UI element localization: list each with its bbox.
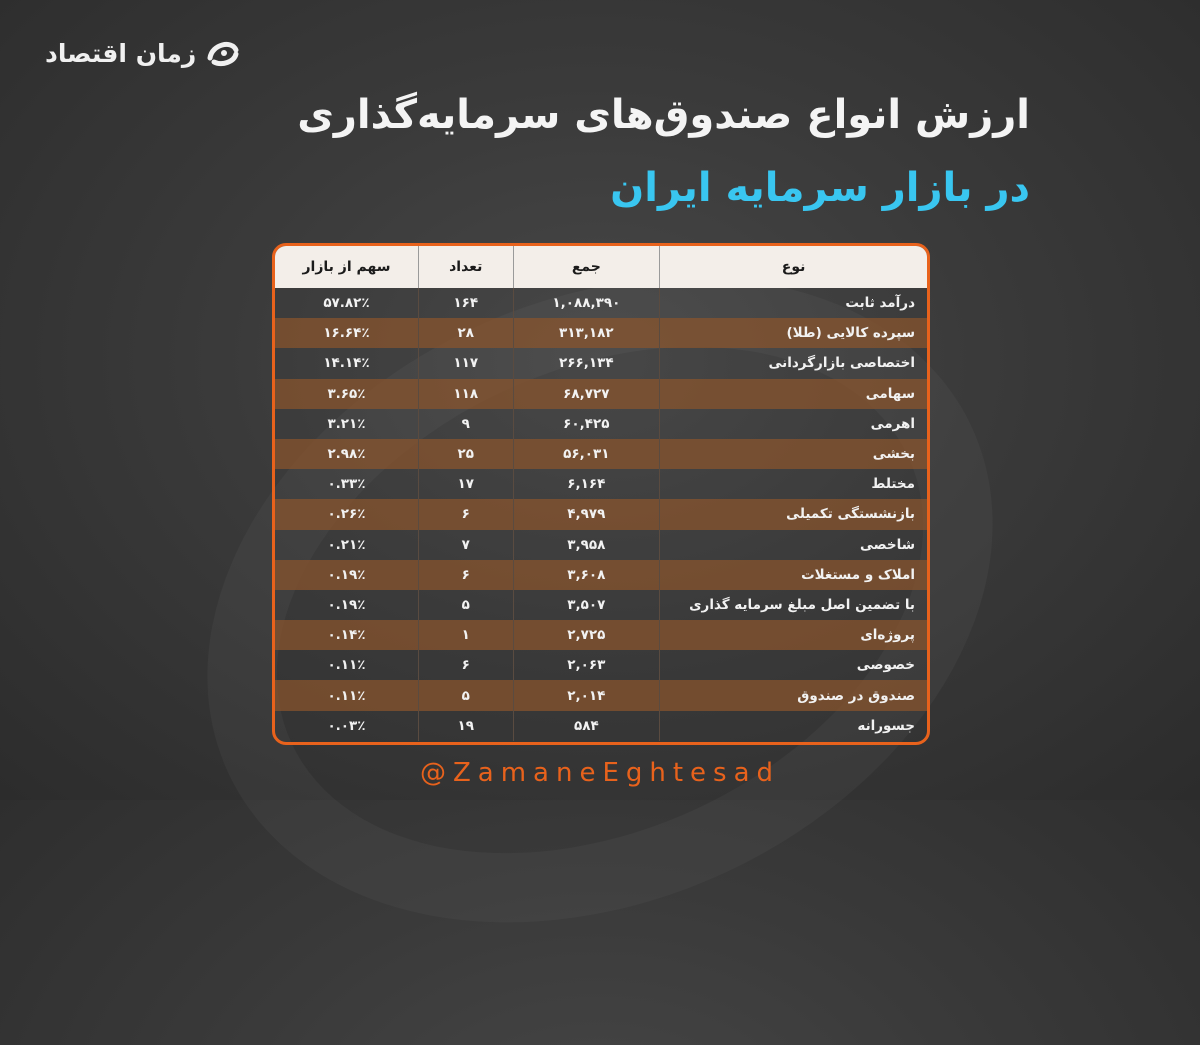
cell-type: بخشی (660, 439, 927, 469)
cell-share: ۱۴.۱۴٪ (323, 355, 370, 372)
cell-type: صندوق در صندوق (660, 680, 927, 710)
cell-count: ۲۵ (418, 439, 513, 469)
table-row (275, 469, 927, 499)
table-row (275, 560, 927, 590)
cell-share: ۰.۲۱٪ (327, 536, 366, 553)
cell-type: مختلط (660, 469, 927, 499)
cell-count: ۲۸ (418, 318, 513, 348)
social-handle: @ZamaneEghtesad (419, 758, 781, 788)
cell-total: ۴,۹۷۹ (513, 499, 660, 529)
brand-name: زمان اقتصاد (45, 38, 197, 68)
cell-total: ۳,۵۰۷ (513, 590, 660, 620)
cell-type: سهامی (660, 379, 927, 409)
table-row (275, 530, 927, 560)
cell-total: ۶۸,۷۲۷ (513, 379, 660, 409)
page-subtitle: در بازار سرمایه ایران (610, 165, 1030, 211)
cell-type: اختصاصی بازارگردانی (660, 348, 927, 378)
cell-total: ۲,۰۱۴ (513, 680, 660, 710)
cell-share: ۰.۱۹٪ (275, 560, 418, 590)
table-header-row (275, 246, 927, 288)
table-row (275, 711, 927, 741)
table-row (275, 409, 927, 439)
cell-share: ۲.۹۸٪ (275, 439, 418, 469)
page-title: ارزش انواع صندوق‌های سرمایه‌گذاری (297, 92, 1030, 138)
cell-total: ۳۱۳,۱۸۲ (513, 318, 660, 348)
cell-count: ۵ (418, 680, 513, 710)
funds-table-container (272, 243, 930, 745)
cell-share: ۳.۲۱٪ (327, 415, 366, 432)
cell-count: ۶ (418, 650, 513, 680)
cell-total: ۶,۱۶۴ (513, 469, 660, 499)
cell-type: املاک و مستغلات (660, 560, 927, 590)
table-row (275, 590, 927, 620)
table-row (275, 439, 927, 469)
cell-count: ۱۹ (418, 711, 513, 741)
header-total: جمع (513, 246, 660, 288)
cell-count: ۱۷ (418, 469, 513, 499)
cell-count: ۶ (418, 499, 513, 529)
cell-type: اهرمی (660, 409, 927, 439)
header-type: نوع (660, 246, 927, 288)
cell-count: ۶ (418, 560, 513, 590)
cell-type: با تضمین اصل مبلغ سرمایه گذاری (660, 590, 927, 620)
table-row (275, 379, 927, 409)
table-row (275, 680, 927, 710)
table-row (275, 620, 927, 650)
cell-type: شاخصی (660, 530, 927, 560)
cell-count: ۵ (418, 590, 513, 620)
cell-type: جسورانه (660, 711, 927, 741)
cell-total: ۳,۹۵۸ (513, 530, 660, 560)
table-row (275, 318, 927, 348)
cell-share: ۰.۲۶٪ (275, 499, 418, 529)
cell-count: ۱۱۸ (418, 379, 513, 409)
header-share: سهم از بازار (275, 246, 418, 288)
cell-share: ۱۶.۶۴٪ (275, 318, 418, 348)
table-row (275, 650, 927, 680)
cell-share: ۰.۱۱٪ (275, 680, 418, 710)
cell-total: ۵۸۴ (513, 711, 660, 741)
cell-share: ۵۷.۸۲٪ (323, 295, 370, 312)
table-row (275, 348, 927, 378)
cell-type: پروژه‌ای (660, 620, 927, 650)
cell-count: ۱۱۷ (418, 348, 513, 378)
cell-share: ۰.۱۴٪ (275, 620, 418, 650)
cell-total: ۲,۰۶۳ (513, 650, 660, 680)
cell-share: ۰.۰۳٪ (327, 717, 366, 734)
cell-total: ۲۶۶,۱۳۴ (513, 348, 660, 378)
cell-total: ۵۶,۰۳۱ (513, 439, 660, 469)
cell-share: ۰.۱۱٪ (327, 657, 366, 674)
cell-type: درآمد ثابت (660, 288, 927, 318)
cell-total: ۳,۶۰۸ (513, 560, 660, 590)
cell-type: خصوصی (660, 650, 927, 680)
cell-count: ۷ (418, 530, 513, 560)
cell-count: ۱ (418, 620, 513, 650)
cell-total: ۶۰,۴۲۵ (513, 409, 660, 439)
table-row (275, 499, 927, 529)
cell-share: ۰.۱۹٪ (327, 596, 366, 613)
cell-count: ۱۶۴ (418, 288, 513, 318)
cell-total: ۲,۷۲۵ (513, 620, 660, 650)
cell-type: سپرده کالایی (طلا) (660, 318, 927, 348)
zaman-logo-icon (206, 38, 240, 68)
brand-logo (45, 38, 240, 68)
cell-share: ۰.۳۳٪ (327, 476, 366, 493)
cell-count: ۹ (418, 409, 513, 439)
cell-type: بازنشستگی تکمیلی (660, 499, 927, 529)
table-row (275, 288, 927, 318)
funds-table (275, 246, 927, 741)
header-count: تعداد (418, 246, 513, 288)
cell-share: ۳.۶۵٪ (275, 379, 418, 409)
cell-total: ۱,۰۸۸,۳۹۰ (513, 288, 660, 318)
